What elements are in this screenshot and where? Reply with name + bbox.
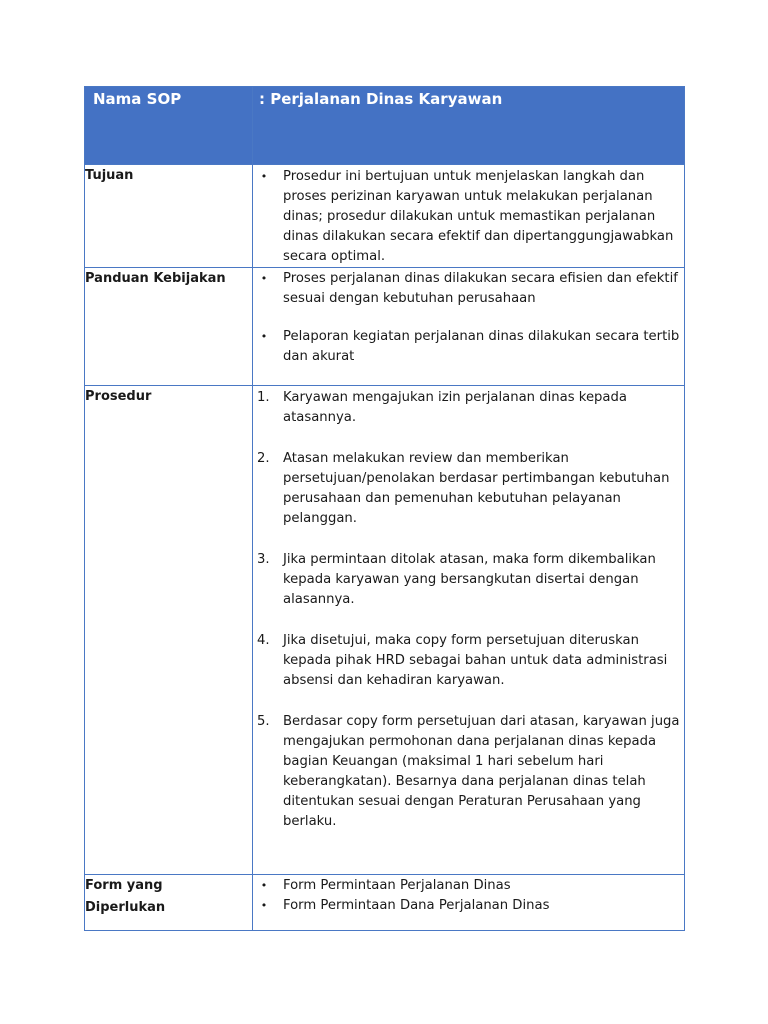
panduan-item [253,269,684,309]
form-label-line: Diperlukan [85,900,166,915]
step-text: Karyawan mengajukan izin perjalanan dinas kepada atasannya. [283,390,627,425]
step-text: Berdasar copy form persetujuan dari atasan, karyawan juga mengajukan permohonan dana perjalanan dinas kepada bagian Keuangan (maksimal 1 hari sebelum hari keberangkatan). Besarnya dana perjalanan dinas telah ditentukan sesuai dengan Peraturan Perusahaan yang berlaku. [283,714,680,829]
panduan-item-text: Pelaporan kegiatan perjalanan dinas dilakukan secara tertib dan akurat [283,329,680,364]
bullet-icon: • [260,899,268,912]
prosedur-label: Prosedur [85,386,253,875]
tujuan-label: Tujuan [85,165,253,268]
list-spacer [253,610,684,631]
bullet-icon: • [260,879,268,892]
step-text: Jika disetujui, maka copy form persetujuan diteruskan kepada pihak HRD sebagai bahan untuk data administrasi absensi dan kehadiran karyawan. [283,633,668,688]
list-spacer [253,691,684,712]
form-item [253,876,684,896]
form-label [85,875,253,931]
prosedur-step [253,712,684,832]
form-row [85,875,685,931]
panduan-content [253,268,685,386]
tujuan-content [253,165,685,268]
step-number: 2. [257,451,270,466]
tujuan-row [85,165,685,268]
panduan-row [85,268,685,386]
step-number: 3. [257,552,270,567]
prosedur-row [85,386,685,875]
step-number: 4. [257,633,270,648]
sop-table [84,86,685,931]
sop-name-label: Nama SOP [85,87,253,165]
tujuan-item [253,167,684,267]
form-label-line: Form yang [85,878,163,893]
sop-header-row [85,87,685,165]
prosedur-step [253,550,684,610]
list-spacer [253,309,684,327]
bullet-icon: • [260,330,268,343]
form-item-text: Form Permintaan Dana Perjalanan Dinas [283,898,550,913]
form-item [253,896,684,916]
form-item-text: Form Permintaan Perjalanan Dinas [283,878,511,893]
panduan-label: Panduan Kebijakan [85,268,253,386]
step-number: 1. [257,390,270,405]
panduan-item-text: Proses perjalanan dinas dilakukan secara efisien dan efektif sesuai dengan kebutuhan perusahaan [283,271,678,306]
form-content [253,875,685,931]
prosedur-step [253,631,684,691]
bullet-icon: • [260,272,268,285]
list-spacer [253,529,684,550]
prosedur-step [253,449,684,529]
panduan-item [253,327,684,367]
prosedur-step [253,388,684,428]
tujuan-item-text: Prosedur ini bertujuan untuk menjelaskan langkah dan proses perizinan karyawan untuk melakukan perjalanan dinas; prosedur dilakukan untuk memastikan perjalanan dinas dilakukan secara efektif dan dipertanggungjawabkan secara optimal. [283,169,674,264]
sop-name-value: : Perjalanan Dinas Karyawan [253,87,685,165]
step-number: 5. [257,714,270,729]
list-spacer [253,428,684,449]
bullet-icon: • [260,170,268,183]
step-text: Atasan melakukan review dan memberikan persetujuan/penolakan berdasar pertimbangan kebutuhan perusahaan dan pemenuhan kebutuhan pelayanan pelanggan. [283,451,670,526]
step-text: Jika permintaan ditolak atasan, maka form dikembalikan kepada karyawan yang bersangkutan disertai dengan alasannya. [283,552,656,607]
prosedur-content [253,386,685,875]
